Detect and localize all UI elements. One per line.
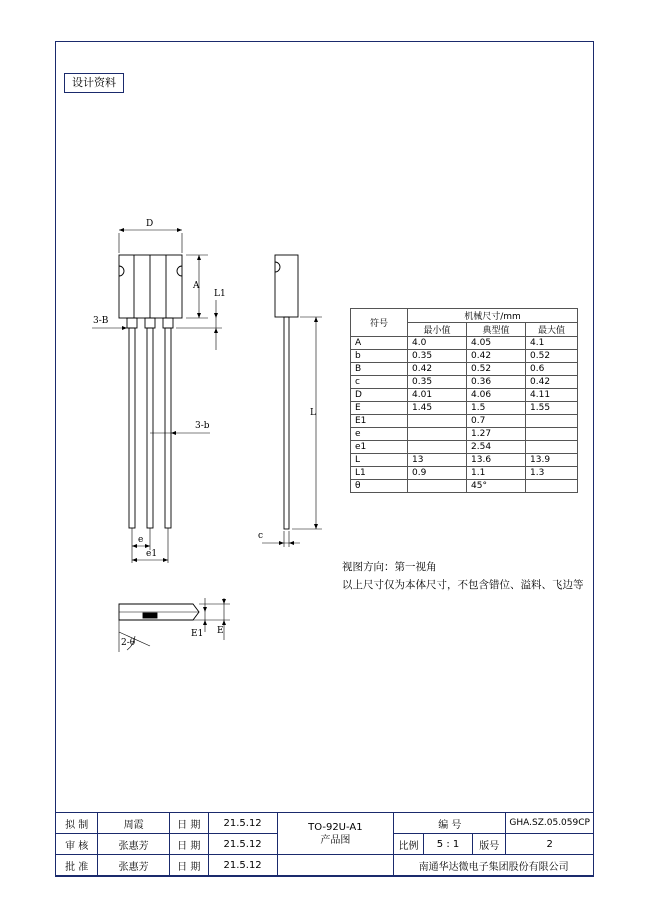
cell-typ: 4.06 [467, 389, 526, 402]
header-symbol: 符号 [351, 309, 408, 337]
cell-typ: 0.52 [467, 363, 526, 376]
cell-max: 0.52 [526, 350, 578, 363]
table-row [351, 441, 578, 454]
header-min: 最小值 [408, 323, 467, 337]
label-e: e [138, 535, 144, 545]
scale-value: 5 : 1 [423, 834, 472, 855]
label-3B: 3-B [93, 316, 109, 326]
cell-max: 4.1 [526, 337, 578, 350]
check-name: 张惠芳 [98, 834, 169, 855]
product-code: TO-92U-A1 [308, 821, 363, 833]
cell-typ: 2.54 [467, 441, 526, 454]
cell-max: 1.55 [526, 402, 578, 415]
cell-min [408, 480, 467, 493]
header-typ: 典型值 [467, 323, 526, 337]
note-size-scope: 以上尺寸仅为本体尺寸，不包含错位、溢料、飞边等 [342, 579, 584, 591]
cell-sym: L [351, 454, 408, 467]
dimension-table [350, 308, 578, 493]
table-row [351, 467, 578, 480]
label-D: D [146, 219, 154, 229]
cell-sym: A [351, 337, 408, 350]
number-label: 编 号 [394, 813, 506, 834]
table-row [351, 402, 578, 415]
draw-label: 拟 制 [56, 813, 98, 834]
note-view-direction: 视图方向：第一视角 [342, 561, 437, 573]
cell-max [526, 441, 578, 454]
scale-label: 比例 [394, 834, 424, 855]
approve-label: 批 准 [56, 855, 98, 876]
cell-typ: 0.36 [467, 376, 526, 389]
table-row [351, 337, 578, 350]
date-label-2: 日 期 [169, 834, 208, 855]
cell-min [408, 415, 467, 428]
cell-sym: e [351, 428, 408, 441]
dimension-table-body [351, 337, 578, 493]
cell-max [526, 415, 578, 428]
cell-typ: 1.27 [467, 428, 526, 441]
date-2: 21.5.12 [208, 834, 277, 855]
cell-typ: 1.5 [467, 402, 526, 415]
cell-min: 0.35 [408, 350, 467, 363]
cell-sym: θ [351, 480, 408, 493]
label-A: A [193, 281, 200, 291]
title-row-1 [56, 813, 594, 834]
table-row [351, 454, 578, 467]
cell-max [526, 480, 578, 493]
cell-min: 0.35 [408, 376, 467, 389]
cell-sym: b [351, 350, 408, 363]
label-L: L [310, 408, 316, 418]
approve-name: 张惠芳 [98, 855, 169, 876]
cell-typ: 45° [467, 480, 526, 493]
date-label-1: 日 期 [169, 813, 208, 834]
cell-max [526, 428, 578, 441]
cell-min [408, 441, 467, 454]
cell-min: 0.9 [408, 467, 467, 480]
check-label: 审 核 [56, 834, 98, 855]
cell-typ: 0.7 [467, 415, 526, 428]
cell-max: 0.6 [526, 363, 578, 376]
label-e1: e1 [146, 549, 158, 559]
product-type: 产品图 [320, 834, 351, 846]
date-1: 21.5.12 [208, 813, 277, 834]
table-row [351, 350, 578, 363]
cell-sym: E1 [351, 415, 408, 428]
table-row [351, 389, 578, 402]
cell-typ: 4.05 [467, 337, 526, 350]
table-row [351, 363, 578, 376]
product-cell [277, 813, 394, 855]
header-max: 最大值 [526, 323, 578, 337]
side-view [262, 255, 322, 547]
draw-name: 周霞 [98, 813, 169, 834]
cell-sym: B [351, 363, 408, 376]
cell-min: 4.0 [408, 337, 467, 350]
front-view [92, 228, 222, 563]
label-L1: L1 [214, 289, 226, 299]
cell-sym: e1 [351, 441, 408, 454]
date-3: 21.5.12 [208, 855, 277, 876]
cell-sym: L1 [351, 467, 408, 480]
cell-max: 1.3 [526, 467, 578, 480]
cell-sym: D [351, 389, 408, 402]
label-c: c [258, 531, 264, 541]
cell-typ: 0.42 [467, 350, 526, 363]
title-row-3 [56, 855, 594, 876]
cell-sym: E [351, 402, 408, 415]
bottom-view [119, 598, 230, 652]
table-row [351, 376, 578, 389]
header-group: 机械尺寸/mm [408, 309, 578, 323]
label-E1: E1 [191, 629, 204, 639]
cell-min: 4.01 [408, 389, 467, 402]
cell-min: 13 [408, 454, 467, 467]
table-row [351, 428, 578, 441]
title-block [55, 812, 594, 876]
cell-typ: 1.1 [467, 467, 526, 480]
cell-min: 1.45 [408, 402, 467, 415]
label-E: E [217, 626, 224, 636]
cell-min [408, 428, 467, 441]
label-theta: 2-θ [121, 638, 136, 648]
cell-typ: 13.6 [467, 454, 526, 467]
cell-max: 0.42 [526, 376, 578, 389]
section-tag: 设计资料 [64, 73, 124, 93]
version-value: 2 [506, 834, 594, 855]
date-label-3: 日 期 [169, 855, 208, 876]
cell-sym: c [351, 376, 408, 389]
label-3b: 3-b [195, 421, 210, 431]
version-label: 版号 [473, 834, 506, 855]
table-row [351, 415, 578, 428]
cell-max: 4.11 [526, 389, 578, 402]
blank-cell [277, 855, 394, 876]
cell-max: 13.9 [526, 454, 578, 467]
number-value: GHA.SZ.05.059CP [506, 813, 594, 834]
company-name: 南通华达微电子集团股份有限公司 [394, 855, 594, 876]
table-header-row [351, 309, 578, 323]
cell-min: 0.42 [408, 363, 467, 376]
table-row [351, 480, 578, 493]
